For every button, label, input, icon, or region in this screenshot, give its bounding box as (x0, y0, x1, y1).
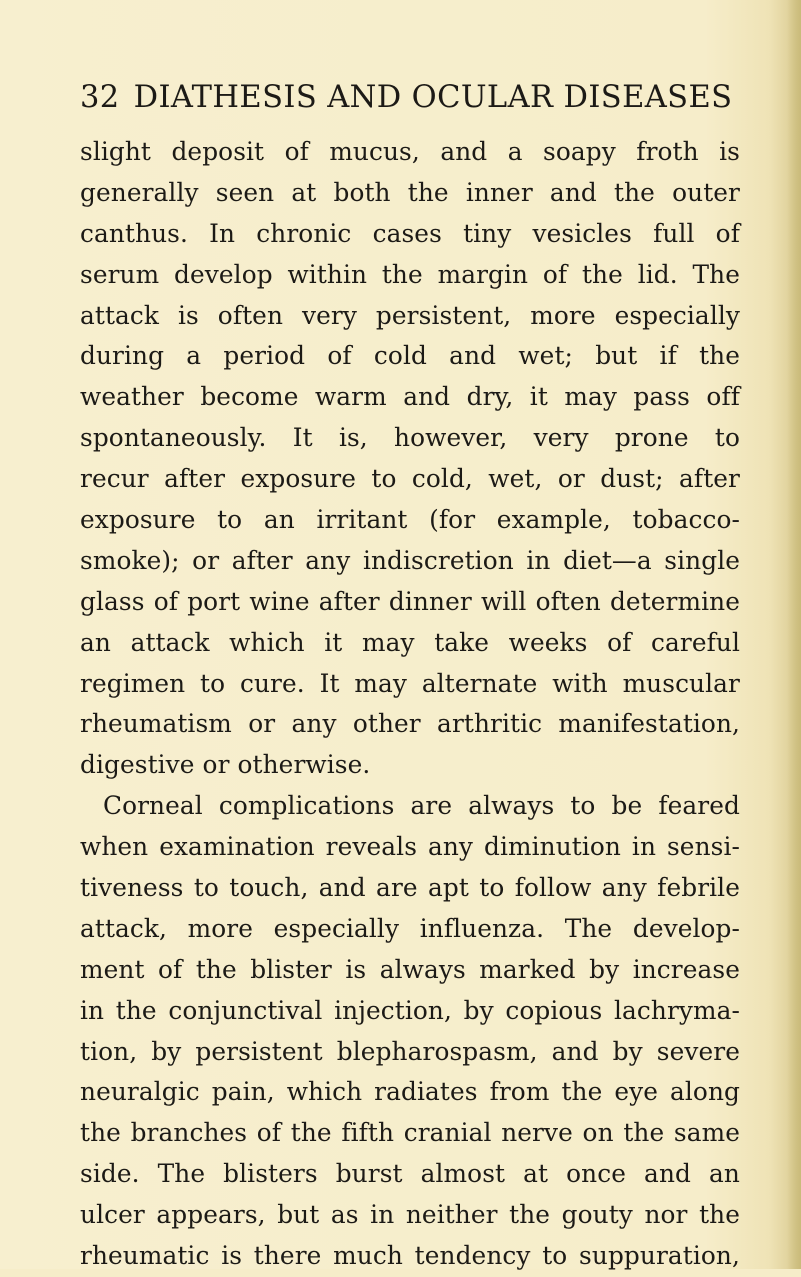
text-line: during a period of cold and wet; but if the (80, 341, 740, 371)
text-line: tion, by persistent blepharospasm, and by severe (80, 1036, 740, 1066)
text-line: attack is often very persistent, more especially (80, 300, 740, 330)
running-head-title: DIATHESIS AND OCULAR DISEASES (133, 80, 733, 115)
text-line: rheumatism or any other arthritic manifestation, (80, 709, 740, 739)
text-line: the branches of the fifth cranial nerve on the same (80, 1118, 740, 1148)
text-line: rheumatic is there much tendency to suppuration, (80, 1241, 740, 1271)
paragraph-start-line: Corneal complications are always to be feared (103, 791, 740, 821)
text-line: canthus. In chronic cases tiny vesicles full of (80, 218, 740, 248)
page-number: 32 (80, 80, 120, 115)
text-line: ment of the blister is always marked by increase (80, 954, 740, 984)
body-text (80, 132, 740, 1277)
text-line: attack, more especially influenza. The develop- (80, 913, 740, 943)
text-line: tiveness to touch, and are apt to follow any febrile (80, 873, 740, 903)
text-line: spontaneously. It is, however, very prone to (80, 423, 740, 453)
text-line: neuralgic pain, which radiates from the eye along (80, 1077, 740, 1107)
text-line: an attack which it may take weeks of careful (80, 627, 740, 657)
running-header (80, 78, 733, 128)
text-line: glass of port wine after dinner will often determine (80, 586, 740, 616)
text-line: recur after exposure to cold, wet, or dust; after (80, 464, 740, 494)
text-line: regimen to cure. It may alternate with muscular (80, 668, 740, 698)
text-line: smoke); or after any indiscretion in diet—a single (80, 545, 740, 575)
text-line: side. The blisters burst almost at once and an (80, 1159, 740, 1189)
text-line: exposure to an irritant (for example, tobacco- (80, 505, 740, 535)
text-line: when examination reveals any diminution in sensi- (80, 832, 740, 862)
text-line: in the conjunctival injection, by copious lachryma- (80, 995, 740, 1025)
text-line: generally seen at both the inner and the outer (80, 177, 740, 207)
text-line: ulcer appears, but as in neither the gouty nor the (80, 1200, 740, 1230)
paragraph-end-line: digestive or otherwise. (80, 750, 371, 780)
page-edge-shadow (787, 0, 801, 1269)
text-line: slight deposit of mucus, and a soapy froth is (80, 137, 740, 166)
text-line: serum develop within the margin of the lid. The (80, 259, 740, 289)
text-line: weather become warm and dry, it may pass off (80, 382, 740, 412)
